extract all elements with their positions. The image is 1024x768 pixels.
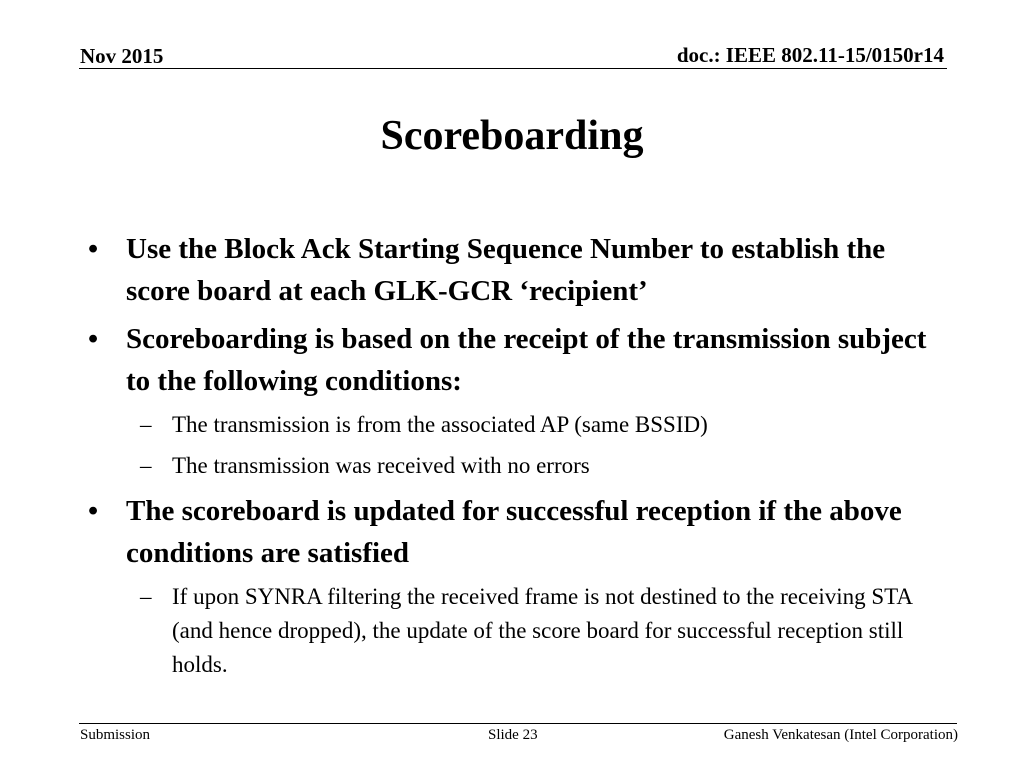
- bullet-text: Scoreboarding is based on the receipt of the transmission subject to the following conditions:: [126, 323, 927, 397]
- bullet-dot-icon: •: [88, 233, 99, 265]
- footer-slide-number: Slide 23: [488, 727, 538, 743]
- footer-divider: [79, 723, 957, 724]
- footer-author: Ganesh Venkatesan (Intel Corporation): [723, 727, 958, 743]
- bullet-text: Use the Block Ack Starting Sequence Number to establish the score board at each GLK-GCR ‘recipient’: [126, 233, 886, 307]
- bullet-item: [80, 228, 955, 312]
- sub-bullet-item: [80, 449, 955, 483]
- bullet-item: [80, 490, 955, 574]
- footer-submission: Submission: [80, 727, 151, 743]
- dash-icon: –: [140, 412, 152, 437]
- bullet-dot-icon: •: [88, 495, 99, 527]
- bullet-item: [80, 318, 955, 402]
- slide-content: [80, 228, 955, 689]
- dash-icon: –: [140, 453, 152, 478]
- sub-bullet-item: [80, 408, 955, 442]
- header-divider: [79, 68, 947, 69]
- header-date: Nov 2015: [80, 44, 164, 68]
- sub-bullet-text: The transmission was received with no errors: [172, 453, 590, 478]
- sub-bullet-text: If upon SYNRA filtering the received frame is not destined to the receiving STA (and hence dropped), the update of the score board for successful reception still holds.: [172, 584, 912, 677]
- dash-icon: –: [140, 584, 152, 609]
- sub-bullet-item: [80, 580, 955, 682]
- bullet-text: The scoreboard is updated for successful reception if the above conditions are satisfied: [126, 495, 902, 569]
- sub-bullet-text: The transmission is from the associated AP (same BSSID): [172, 412, 708, 437]
- slide-title: Scoreboarding: [380, 113, 644, 159]
- header-doc-id: doc.: IEEE 802.11-15/0150r14: [676, 43, 944, 67]
- bullet-dot-icon: •: [88, 323, 99, 355]
